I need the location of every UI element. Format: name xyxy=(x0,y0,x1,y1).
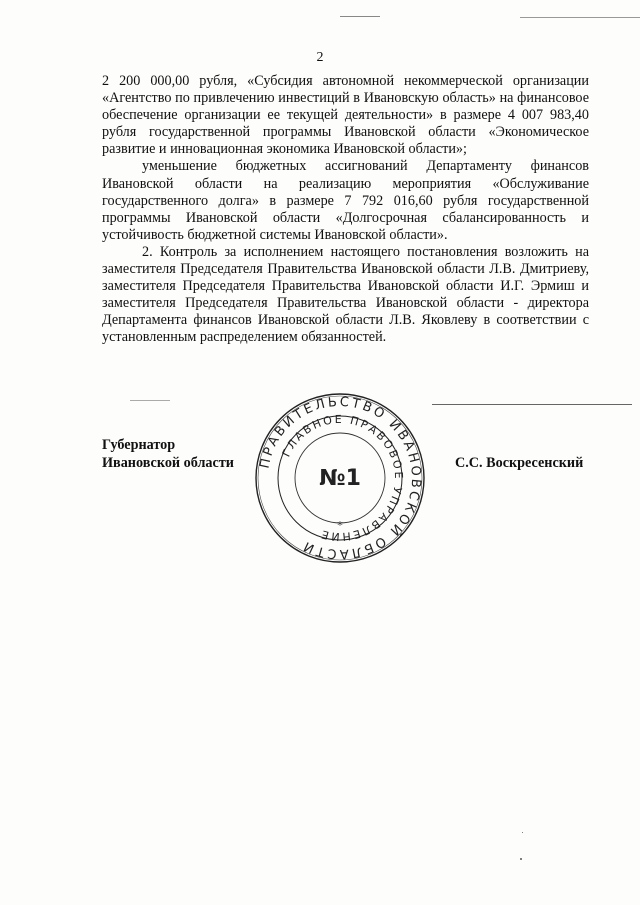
scan-artifact-top-right xyxy=(520,17,640,18)
page-number: 2 xyxy=(316,50,324,65)
seal-outer-text: ПРАВИТЕЛЬСТВО ИВАНОВСКОЙ ОБЛАСТИ xyxy=(257,394,424,562)
official-seal xyxy=(254,392,426,564)
document-body xyxy=(102,73,589,347)
paragraph-budget-reduction: уменьшение бюджетных ассигнований Департаменту финансов Ивановской области на реализацию мероприятия «Обслуживание государственного долга» в размере 7 792 016,60 рубля государственной программы Ивановской области «Долгосрочная сбалансированность и устойчивость бюджетной системы Ивановской области». xyxy=(102,158,589,243)
scan-speck xyxy=(522,832,523,833)
scan-artifact-top xyxy=(340,16,380,17)
scan-artifact-right-line xyxy=(432,404,632,405)
seal-number: №1 xyxy=(319,466,361,491)
signatory-title-line-2: Ивановской области xyxy=(102,455,234,471)
signatory-title-line-1: Губернатор xyxy=(102,437,176,453)
seal-inner-text: ГЛАВНОЕ ПРАВОВОЕ УПРАВЛЕНИЕ xyxy=(279,412,406,544)
paragraph-control-clause: 2. Контроль за исполнением настоящего постановления возложить на заместителя Председателя Правительства Ивановской области Л.В. Дмитриеву, заместителя Председателя Правительства Ивановской области И.Г. Эрмиш и заместителя Председателя Правительства Ивановской области - директора Департамента финансов Ивановской области Л.В. Яковлеву в соответствии с установленным распределением обязанностей. xyxy=(102,243,589,346)
seal-star-icon: * xyxy=(337,519,343,532)
paragraph-continuation: 2 200 000,00 рубля, «Субсидия автономной некоммерческой организации «Агентство по привлечению инвестиций в Ивановскую область» на финансовое обеспечение организации ее текущей деятельности» в размере 4 007 983,40 рубля государственной программы Ивановской области «Экономическое развитие и инновационная экономика Ивановской области»; xyxy=(102,73,589,158)
signatory-title xyxy=(102,436,234,472)
scan-speck xyxy=(520,858,522,860)
signatory-name: С.С. Воскресенский xyxy=(455,455,584,471)
scan-artifact-left-dash xyxy=(130,400,170,401)
